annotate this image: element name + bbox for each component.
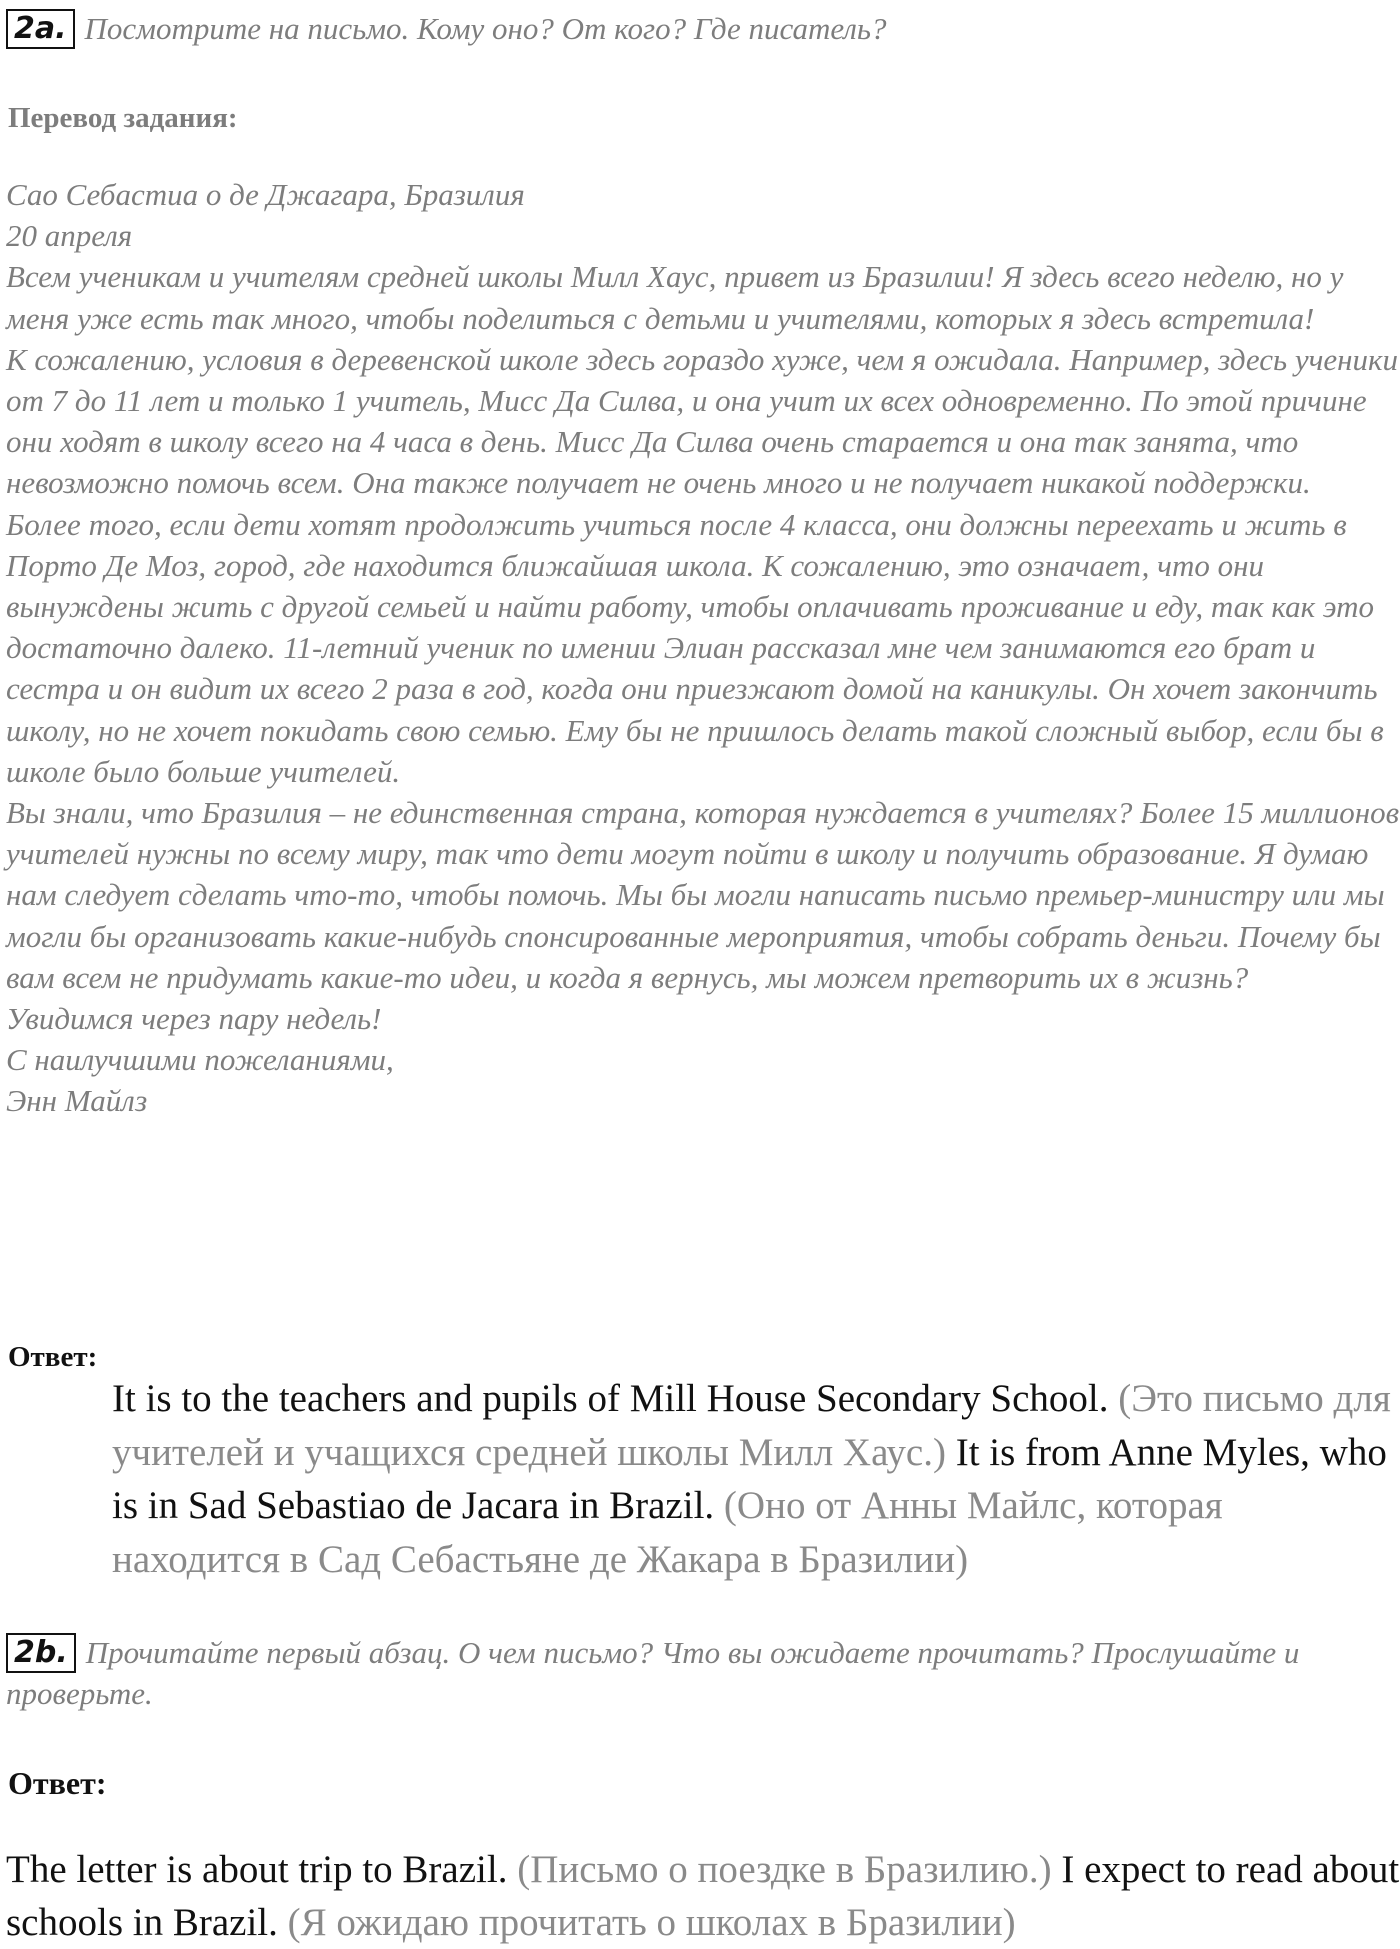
task-instruction: Посмотрите на письмо. Кому оно? От кого? Где писатель? — [84, 11, 887, 46]
task-number-badge: 2a. — [6, 9, 75, 49]
answer-label: Ответ: — [8, 1341, 98, 1373]
answer-label: Ответ: — [8, 1765, 107, 1801]
letter-closing: Увидимся через пару недель! — [6, 1001, 382, 1037]
answer-english: I expect to read about schools in Brazil. — [6, 1848, 1400, 1944]
answer-russian: (Оно от Анны Майлс, которая находится в Сад Себастьяне де Жакара в Бразилии) — [112, 1484, 1223, 1581]
answer-english: The letter is about trip to Brazil. — [6, 1848, 508, 1891]
task-2a — [6, 8, 1394, 49]
answer-english: It is to the teachers and pupils of Mill House Secondary School. — [112, 1377, 1109, 1420]
letter-paragraph: Более того, если дети хотят продолжить учиться после 4 класса, они должны переехать и жить в Порто Де Моз, город, где находится ближайшая школа. К сожалению, это означает, что они вынуждены жить с другой семьей и найти работу, чтобы оплачивать проживание и еду, так как это достаточно далеко. 11-летний ученик по имении Элиан рассказал мне чем занимаются его брат и сестра и он видит их всего 2 раза в год, когда они приезжают домой на каникулы. Он хочет закончить школу, но не хочет покидать свою семью. Ему бы не пришлось делать такой сложный выбор, если бы в школе было больше учителей. — [6, 506, 1384, 789]
letter-signature: Энн Майлз — [6, 1083, 148, 1119]
task-2b — [6, 1632, 1394, 1714]
letter-paragraph: К сожалению, условия в деревенской школе здесь гораздо хуже, чем я ожидала. Например, здесь ученики от 7 до 11 лет и только 1 учитель, Мисс Да Силва, и она учит их всех одновременно. По этой причине они ходят в школу всего на 4 часа в день. Мисс Да Силва очень старается и она так занята, что невозможно помочь всем. Она также получает не очень много и не получает никакой поддержки. — [6, 341, 1399, 501]
answer-2a — [112, 1372, 1400, 1586]
letter-paragraph: Вы знали, что Бразилия – не единственная страна, которая нуждается в учителях? Более 15 миллионов учителей нужны по всему миру, так что дети могут пойти в школу и получить образование. Я думаю нам следует сделать что-то, чтобы помочь. Мы бы могли написать письмо премьер-министру или мы могли бы организовать какие-нибудь спонсированные мероприятия, чтобы собрать деньги. Почему бы вам всем не придумать какие-то идеи, и когда я вернусь, мы можем претворить их в жизнь? — [6, 795, 1400, 995]
letter-signoff: С наилучшими пожеланиями, — [6, 1042, 394, 1078]
answer-russian: (Я ожидаю прочитать о школах в Бразилии) — [287, 1901, 1016, 1944]
translation-label: Перевод задания: — [8, 102, 238, 134]
answer-russian: (Письмо о поездке в Бразилию.) — [517, 1848, 1052, 1891]
task-number-badge: 2b. — [6, 1633, 76, 1673]
letter-paragraph: Всем ученикам и учителям средней школы Милл Хаус, привет из Бразилии! Я здесь всего неделю, но у меня уже есть так много, чтобы поделиться с детьми и учителями, которых я здесь встретила! — [6, 259, 1344, 336]
letter-date: 20 апреля — [6, 218, 133, 254]
answer-english: It is from Anne Myles, who is in Sad Sebastiao de Jacara in Brazil. — [112, 1430, 1387, 1527]
letter-translation — [6, 174, 1400, 1122]
letter-place: Сао Себастиа о де Джагара, Бразилия — [6, 177, 525, 212]
answer-russian: (Это письмо для учителей и учащихся средней школы Милл Хаус.) — [112, 1377, 1391, 1474]
task-instruction: Прочитайте первый абзац. О чем письмо? Что вы ожидаете прочитать? Прослушайте и проверьте. — [6, 1635, 1300, 1711]
answer-2b — [6, 1843, 1400, 1949]
